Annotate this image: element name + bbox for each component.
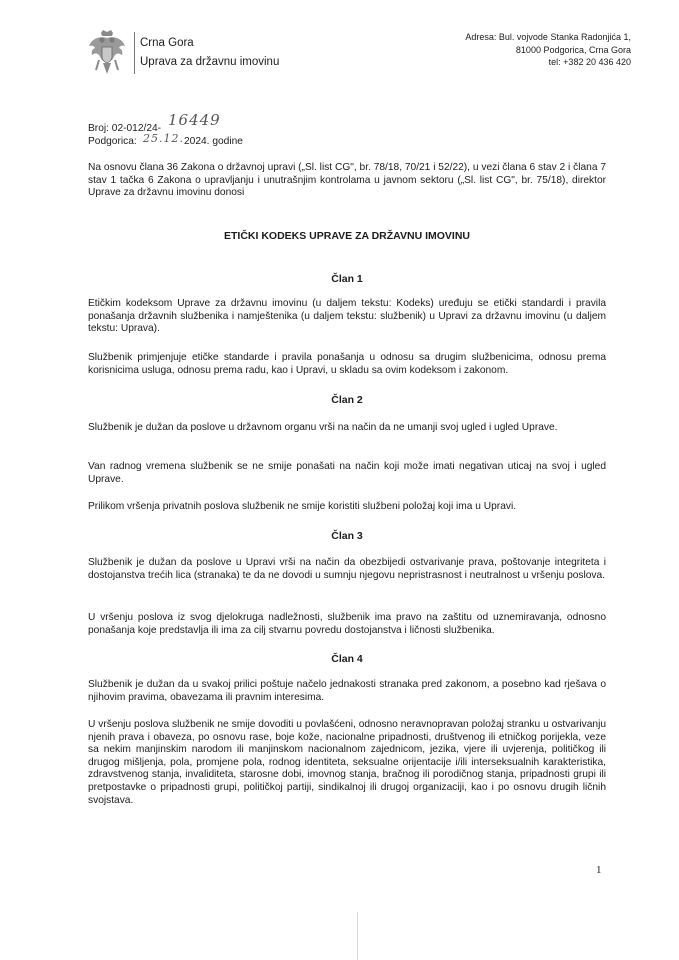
header-divider: [134, 32, 135, 74]
org-agency: Uprava za državnu imovinu: [140, 56, 280, 68]
organization-name: [140, 34, 279, 72]
preamble: Na osnovu člana 36 Zakona o državnoj upravi („Sl. list CG", br. 78/18, 70/21 i 52/22), u vezi člana 6 stav 2 i člana 7 stav 1 tačka 6 Zakona o upravljanju i unutrašnjim kontrolama u javnom sektoru („Sl. list CG", br. 75/18), direktor Uprave za državnu imovinu donosi: [88, 162, 606, 199]
article-paragraph: U vršenju poslova iz svog djelokruga nadležnosti, službenik ima pravo na zaštitu od uznemiravanja, odnosno ponašanja koje predstavlja ili ima za cilj stvarnu povredu dostojanstva i ličnosti službenika.: [88, 612, 606, 636]
page-number: 1: [596, 864, 602, 876]
article-heading: Član 4: [331, 653, 363, 665]
address-city: 81000 Podgorica, Crna Gora: [515, 44, 631, 55]
article-paragraph: Etičkim kodeksom Uprave za državnu imovinu (u daljem tekstu: Kodeks) uređuju se etički standardi i pravila ponašanja državnih službenika i namještenika (u daljem tekstu: službenik) u Upravi za državnu imovinu (u daljem tekstu: Uprava).: [88, 298, 606, 335]
article-paragraph: Službenik je dužan da u svakoj prilici poštuje načelo jednakosti stranaka pred zakonom, a posebno kad rješava o njihovim pravima, obavezama ili pravnim interesima.: [88, 679, 606, 703]
article-paragraph: Službenik primjenjuje etičke standarde i pravila ponašanja u odnosu sa drugim službenicima, odnosu prema korisnicima usluga, odnosu prema radu, kao i Upravi, u skladu sa ovim kodeksom i zakonom.: [88, 352, 606, 376]
montenegro-coat-of-arms-icon: [88, 30, 126, 78]
article-paragraph: Službenik je dužan da poslove u državnom organu vrši na način da ne umanji svoj ugled i ugled Uprave.: [88, 422, 558, 433]
article-paragraph: U vršenju poslova službenik ne smije dovoditi u povlašćeni, odnosno neravnopravan položaj stranku u ostvarivanju njenih prava i obaveza, po osnovu rase, boje kože, nacionalne pripadnosti, društvenog ili etničkog porijekla, veze sa nekim manjinskim narodom ili manjinskom nacionalnom zajednicom, jezika, vjere ili uvjerenja, političkog ili drugog mišljenja, pola, promjene pola, rodnog identiteta, seksualne orijentacije i/ili interseksualnih karakteristika, zdravstvenog stanja, invaliditeta, starosne dobi, imovnog stanja, bračnog ili porodičnog stanja, pripadnosti grupi ili pretpostavke o pripadnosti grupi, političkoj partiji, sindikalnoj ili drugoj organizaciji, kao i po osnovu drugih ličnih svojstava.: [88, 719, 606, 806]
address-block: [465, 31, 631, 69]
article-paragraph: Službenik je dužan da poslove u Upravi vrši na način da obezbijedi ostvarivanje prava, poštovanje integriteta i dostojanstva trećih lica (stranaka) te da ne dovodi u sumnju njegovu nepristrasnost i neutralnost u vršenju poslova.: [88, 557, 606, 581]
document-title: ETIČKI KODEKS UPRAVE ZA DRŽAVNU IMOVINU: [224, 230, 470, 242]
article-paragraph: Prilikom vršenja privatnih poslova službenik ne smije koristiti službeni položaj koji ima u Upravi.: [88, 501, 517, 512]
article-heading: Član 2: [331, 394, 363, 406]
handwritten-number: 16449: [168, 111, 221, 129]
scan-artifact: [357, 912, 358, 960]
article-paragraph: Van radnog vremena službenik se ne smije ponašati na način koji može imati negativan uticaj na svoj i ugled Uprave.: [88, 461, 606, 485]
handwritten-date: 25.12.: [143, 132, 184, 145]
org-country: Crna Gora: [140, 37, 194, 49]
reference-block: [88, 111, 243, 148]
date-suffix: 2024. godine: [184, 136, 243, 147]
article-heading: Član 3: [331, 530, 363, 542]
broj-label: Broj: 02-012/24-: [88, 123, 162, 134]
date-label: Podgorica:: [88, 136, 137, 147]
article-heading: Član 1: [331, 273, 363, 285]
address-phone: tel: +382 20 436 420: [548, 57, 631, 67]
address-street: Adresa: Bul. vojvode Stanka Radonjića 1,: [465, 32, 631, 42]
